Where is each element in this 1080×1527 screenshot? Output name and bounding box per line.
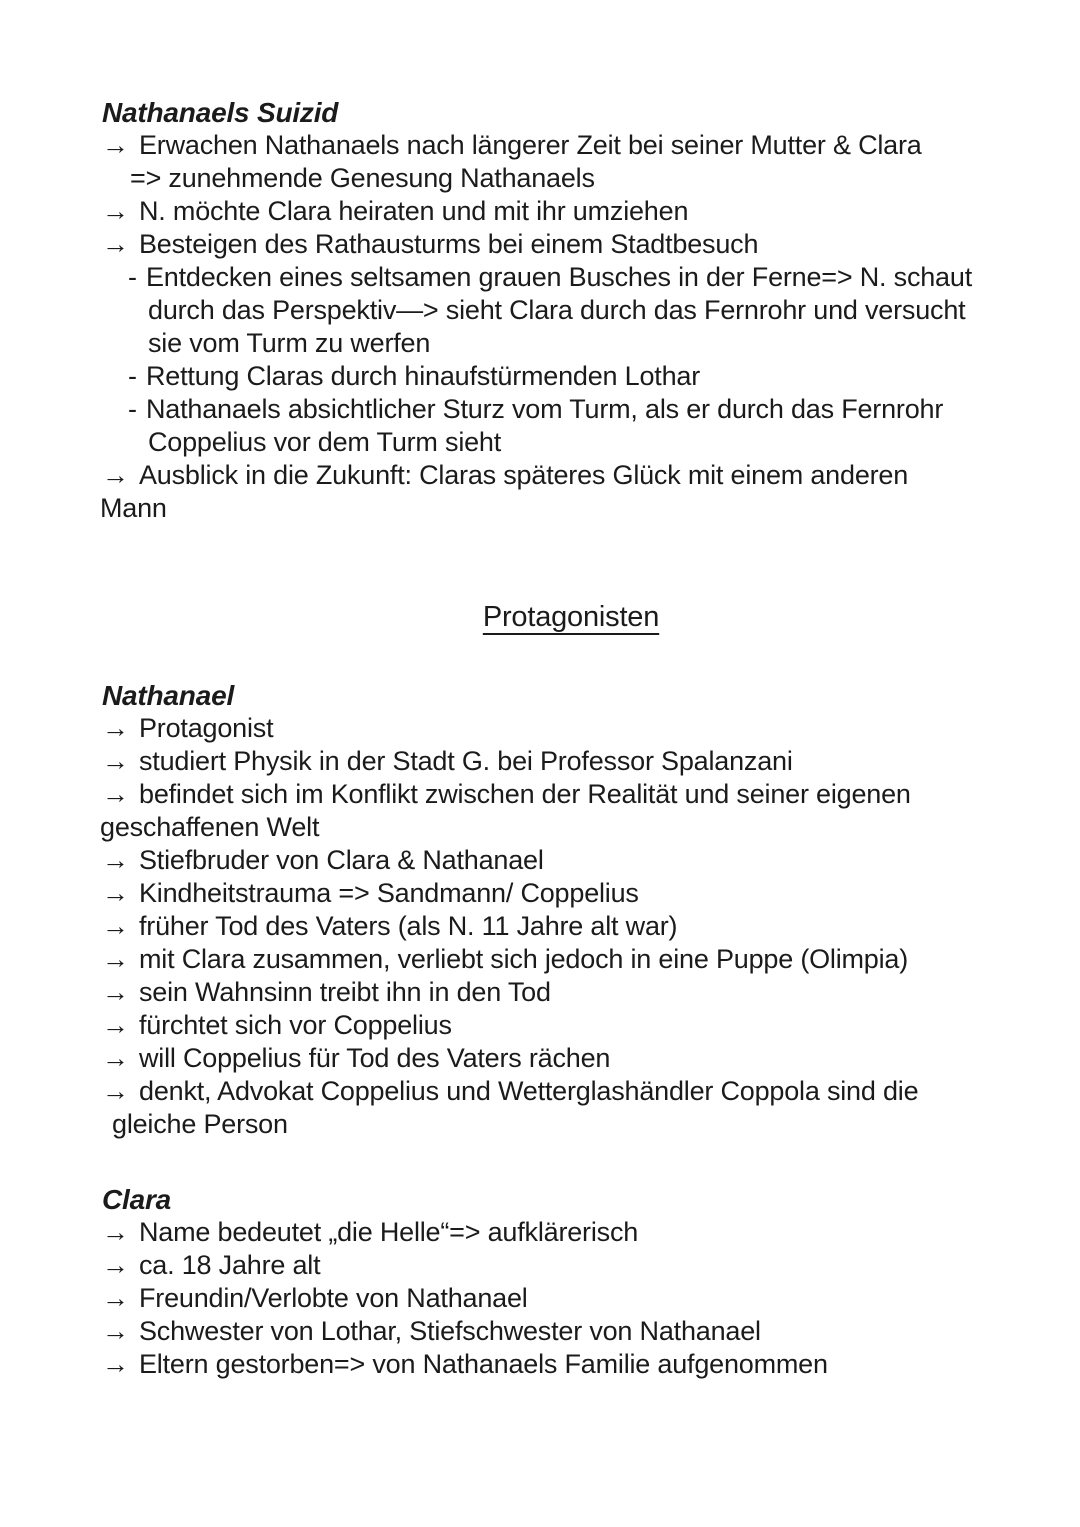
list-item-text: Mann xyxy=(100,493,167,523)
arrow-bullet-icon: → xyxy=(102,1043,129,1073)
list-item xyxy=(102,712,1040,745)
list-item-text: Coppelius vor dem Turm sieht xyxy=(148,427,502,457)
list-item xyxy=(102,877,1040,910)
section-heading-nathanael: Nathanael xyxy=(102,680,235,711)
list-item-text: geschaffenen Welt xyxy=(100,812,320,842)
arrow-bullet-icon: → xyxy=(102,196,129,226)
list-item-text: mit Clara zusammen, verliebt sich jedoch in eine Puppe (Olimpia) xyxy=(139,944,909,974)
section-nathanaels-suizid xyxy=(102,96,1040,525)
arrow-bullet-icon: → xyxy=(102,944,129,974)
list-item xyxy=(102,943,1040,976)
arrow-bullet-icon: → xyxy=(102,1217,129,1247)
list-item xyxy=(102,1315,1040,1348)
list-item-text: Besteigen des Rathausturms bei einem Stadtbesuch xyxy=(139,229,759,259)
list-item-text: gleiche Person xyxy=(112,1109,288,1139)
list-item-continuation xyxy=(130,162,1040,195)
list-item-text: denkt, Advokat Coppelius und Wetterglashändler Coppola sind die xyxy=(139,1076,919,1106)
arrow-bullet-icon: → xyxy=(102,1283,129,1313)
page-center-heading xyxy=(102,597,1040,637)
arrow-bullet-icon: → xyxy=(102,1076,129,1106)
dash-bullet-icon: - xyxy=(128,262,137,292)
list-item-text: N. möchte Clara heiraten und mit ihr umziehen xyxy=(139,196,689,226)
arrow-bullet-icon: → xyxy=(102,845,129,875)
arrow-bullet-icon: → xyxy=(102,130,129,160)
list-item-text: Entdecken eines seltsamen grauen Busches in der Ferne=> N. schaut xyxy=(146,262,972,292)
list-item-text: Schwester von Lothar, Stiefschwester von Nathanael xyxy=(139,1316,761,1346)
arrow-bullet-icon: → xyxy=(102,1010,129,1040)
arrow-bullet-icon: → xyxy=(102,1316,129,1346)
list-item-text: Protagonist xyxy=(139,713,274,743)
arrow-bullet-icon: → xyxy=(102,1349,129,1379)
arrow-bullet-icon: → xyxy=(102,1250,129,1280)
sub-list-item-continuation xyxy=(148,327,1040,360)
list-item xyxy=(102,910,1040,943)
list-item-text: Stiefbruder von Clara & Nathanael xyxy=(139,845,544,875)
list-item xyxy=(102,745,1040,778)
center-heading-text: Protagonisten xyxy=(482,601,660,633)
arrow-bullet-icon: → xyxy=(102,746,129,776)
arrow-bullet-icon: → xyxy=(102,713,129,743)
dash-bullet-icon: - xyxy=(128,394,137,424)
list-item-text: befindet sich im Konflikt zwischen der Realität und seiner eigenen xyxy=(139,779,911,809)
list-item-text: Ausblick in die Zukunft: Claras späteres Glück mit einem anderen xyxy=(139,460,909,490)
list-item xyxy=(102,228,1040,261)
list-item xyxy=(102,1348,1040,1381)
arrow-bullet-icon: → xyxy=(102,911,129,941)
list-item-text: studiert Physik in der Stadt G. bei Professor Spalanzani xyxy=(139,746,793,776)
section-heading-nathanaels-suizid: Nathanaels Suizid xyxy=(102,97,339,128)
list-item xyxy=(102,1216,1040,1249)
sub-list-item xyxy=(128,261,1040,294)
list-item-text: ca. 18 Jahre alt xyxy=(139,1250,321,1280)
arrow-bullet-icon: → xyxy=(102,229,129,259)
list-item xyxy=(102,1249,1040,1282)
list-item-text: fürchtet sich vor Coppelius xyxy=(139,1010,452,1040)
list-item-text: früher Tod des Vaters (als N. 11 Jahre alt war) xyxy=(139,911,678,941)
list-item xyxy=(102,844,1040,877)
list-item-text: Nathanaels absichtlicher Sturz vom Turm, als er durch das Fernrohr xyxy=(146,394,944,424)
list-item xyxy=(102,1042,1040,1075)
section-clara xyxy=(102,1183,1040,1381)
dash-bullet-icon: - xyxy=(128,361,137,391)
list-item-continuation xyxy=(100,811,1040,844)
sub-list-item-continuation xyxy=(148,294,1040,327)
sub-list-item-continuation xyxy=(148,426,1040,459)
list-item xyxy=(102,1282,1040,1315)
list-item-text: will Coppelius für Tod des Vaters rächen xyxy=(139,1043,611,1073)
list-item-text: sie vom Turm zu werfen xyxy=(148,328,431,358)
list-item-text: Kindheitstrauma => Sandmann/ Coppelius xyxy=(139,878,639,908)
section-nathanael xyxy=(102,679,1040,1141)
list-item-text: durch das Perspektiv—> sieht Clara durch das Fernrohr und versucht xyxy=(148,295,966,325)
list-item-text: Name bedeutet „die Helle“=> aufklärerisch xyxy=(139,1217,639,1247)
list-item-text: Rettung Claras durch hinaufstürmenden Lothar xyxy=(146,361,701,391)
section-heading-clara: Clara xyxy=(102,1184,172,1215)
arrow-bullet-icon: → xyxy=(102,977,129,1007)
arrow-bullet-icon: → xyxy=(102,878,129,908)
list-item xyxy=(102,1009,1040,1042)
list-item xyxy=(102,129,1040,162)
sub-list-item xyxy=(128,360,1040,393)
arrow-bullet-icon: → xyxy=(102,779,129,809)
list-item-continuation xyxy=(100,492,1040,525)
list-item xyxy=(102,976,1040,1009)
list-item-text: sein Wahnsinn treibt ihn in den Tod xyxy=(139,977,551,1007)
list-item-text: Eltern gestorben=> von Nathanaels Familie aufgenommen xyxy=(139,1349,828,1379)
list-item xyxy=(102,778,1040,811)
list-item-text: Freundin/Verlobte von Nathanael xyxy=(139,1283,528,1313)
list-item-text: => zunehmende Genesung Nathanaels xyxy=(130,163,595,193)
list-item xyxy=(102,1075,1040,1108)
list-item xyxy=(102,195,1040,228)
list-item xyxy=(102,459,1040,492)
arrow-bullet-icon: → xyxy=(102,460,129,490)
sub-list-item xyxy=(128,393,1040,426)
list-item-continuation xyxy=(112,1108,1040,1141)
list-item-text: Erwachen Nathanaels nach längerer Zeit bei seiner Mutter & Clara xyxy=(139,130,922,160)
